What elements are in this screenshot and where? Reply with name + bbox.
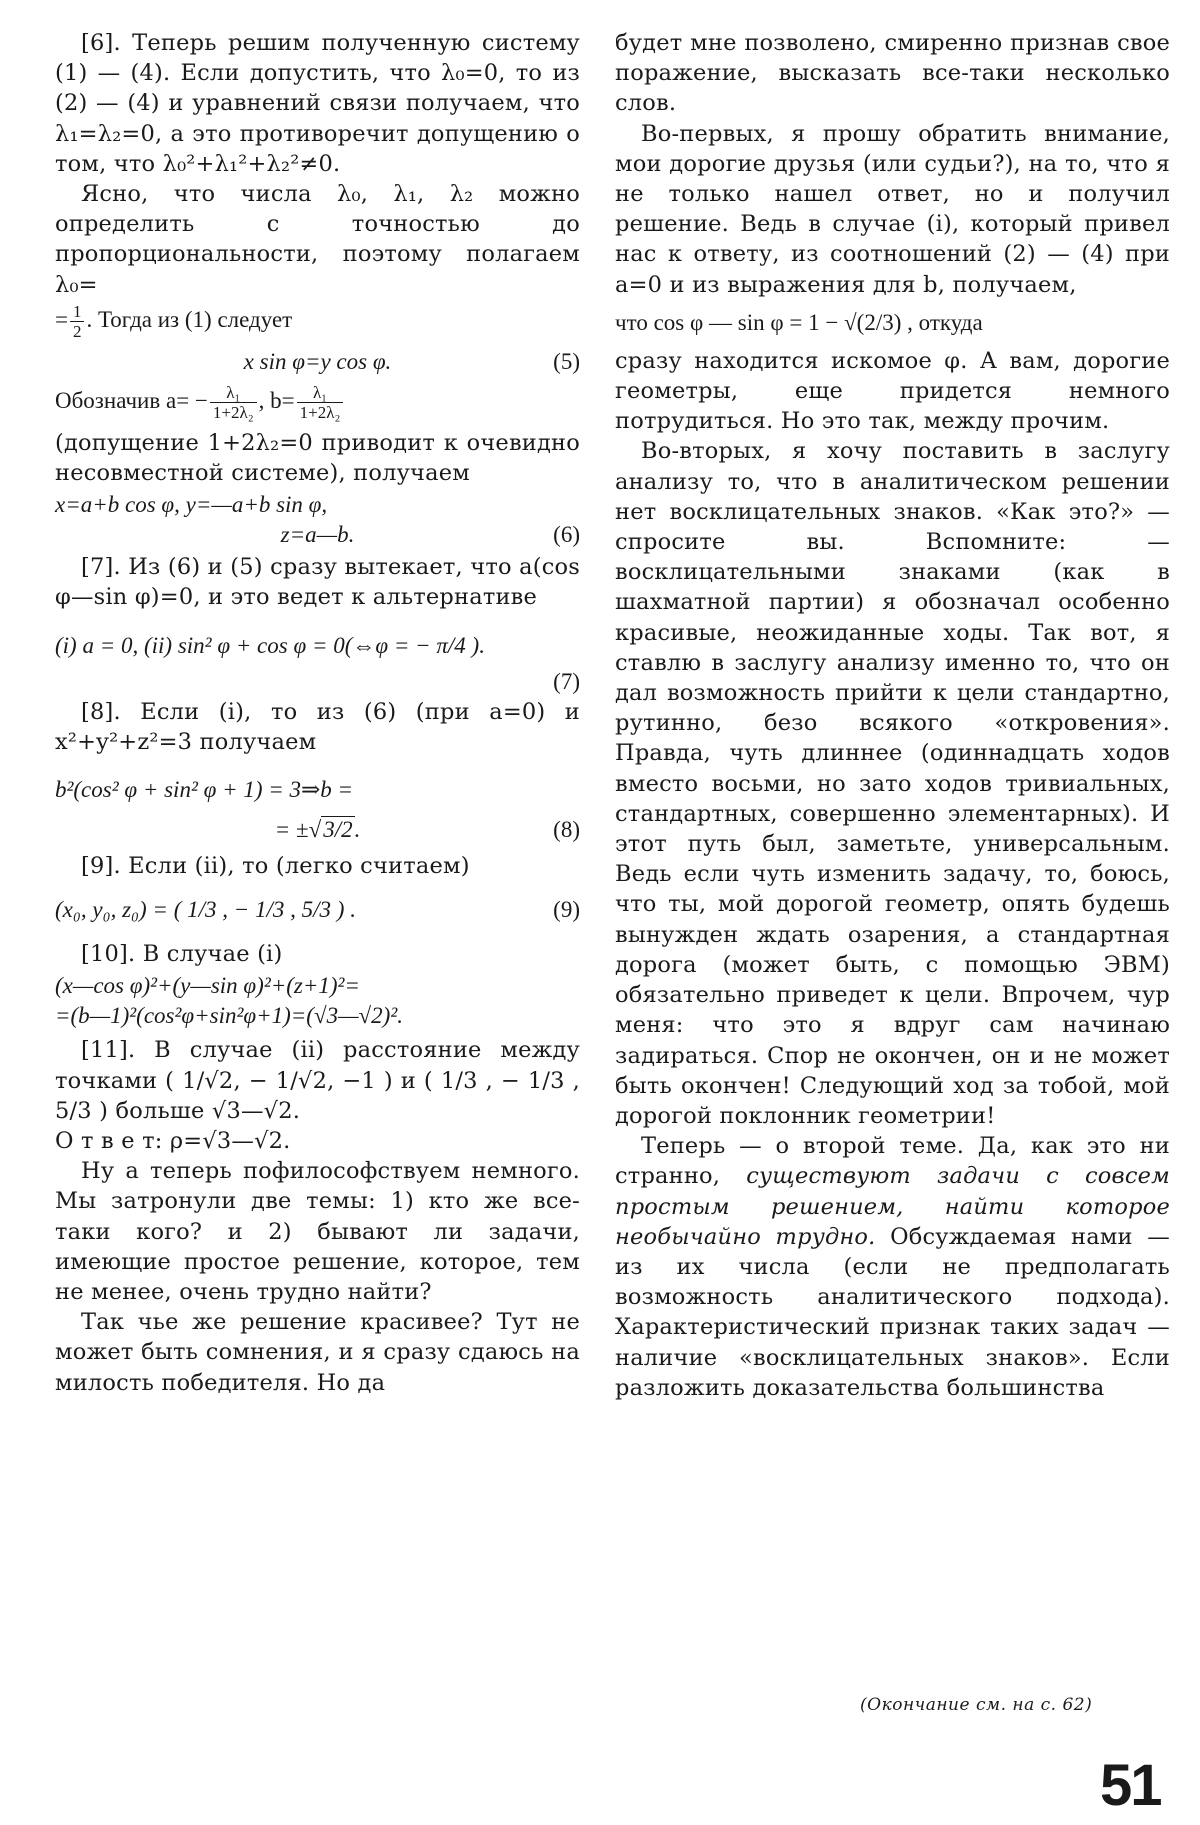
paragraph-second-theme: Теперь — о второй теме. Да, как это ни странно, существуют задачи с совсем простым решением, найти которое необычайно трудно. Обсуждаемая нами — из их числа (если не предполагать возможность аналитического подхода). Характеристический признак таких задач — наличие «восклицательных знаков». Если разложить доказательства большинства	[615, 1133, 1171, 1401]
answer-line: О т в е т: ρ=√3—√2.	[55, 1128, 291, 1155]
equation-6b: z=a—b. (6)	[280, 522, 580, 548]
equation-10a: (x—cos φ)²+(y—sin φ)²+(z+1)²=	[55, 973, 360, 999]
paragraph-whose-solution: Так чье же решение красивее? Тут не может быть сомнения, и я сразу сдаюсь на милость победителя. Но да	[55, 1309, 580, 1396]
equation-cos-sin: что cos φ — sin φ = 1 − √(2/3) , откуда	[615, 309, 983, 335]
paragraph-step-10: [10]. В случае (i)	[81, 941, 283, 968]
left-column	[55, 28, 580, 1398]
equation-7-number: (7)	[553, 668, 580, 694]
equation-5: x sin φ=y cos φ. (5)	[243, 348, 580, 374]
continuation-note: (Окончание см. на с. 62)	[860, 1695, 1093, 1715]
italic-emphasis: существуют задачи с совсем простым решением, найти которое необычайно трудно.	[615, 1163, 1171, 1250]
paragraph-step-11: [11]. В случае (ii) расстояние между точками ( 1/√2, − 1/√2, −1 ) и ( 1/3 , − 1/3 , 5/3 ) больше √3—√2.	[55, 1037, 580, 1124]
paragraph-first: Во-первых, я прошу обратить внимание, мои дорогие друзья (или судьи?), на то, что я не только нашел ответ, но и получил решение. Ведь в случае (i), который привел нас к ответу, из соотношений (2) — (4) при a=0 и из выражения для b, получаем,	[615, 120, 1170, 298]
right-column	[615, 28, 1170, 1403]
paragraph-step-8: [8]. Если (i), то из (6) (при a=0) и x²+y²+z²=3 получаем	[55, 698, 580, 755]
page-number: 51	[1100, 1753, 1161, 1818]
equation-8b: = ±√3/2. (8)	[274, 817, 580, 843]
paragraph-phi: сразу находится искомое φ. А вам, дорогие геометры, еще придется немного потрудиться. Но это так, между прочим.	[615, 347, 1170, 435]
paragraph-step-7: [7]. Из (6) и (5) сразу вытекает, что a(cos φ—sin φ)=0, и это ведет к альтернативе	[55, 554, 580, 611]
paragraph-continuation: будет мне позволено, смиренно признав свое поражение, высказать все-таки несколько слов.	[615, 30, 1170, 117]
half-line: = $\frac{1}{2}$ . Тогда из (1) следует	[55, 301, 293, 341]
paragraph-second: Во-вторых, я хочу поставить в заслугу анализу то, что в аналитическом решении нет восклицательных знаков. «Как это?» — спросите вы. Вспомните: — восклицательными знаками (как в шахматной партии) я обозначал особенно красивые, неожиданные ходы. Так вот, я ставлю в заслугу анализу именно то, что он дал возможность прийти к цели стандартно, рутинно, безо всякого «откровения». Правда, чуть длиннее (одиннадцать ходов вместо восьми, но зато ходов тривиальных, стандартных, совершенно элементарных). И этот путь был, заметьте, универсальным. Ведь если чуть изменить задачу, то, боюсь, что ты, мой дорогой геометр, опять будешь вынужден ждать озарения, а стандартная дорога (может быть, с помощью ЭВМ) обязательно приведет к цели. Впрочем, чур меня: что это я вдруг сам начинаю задираться. Спор не окончен, он и не может быть окончен! Следующий ход за тобой, мой дорогой поклонник геометрии!	[615, 438, 1170, 1129]
equation-6a: x=a+b cos φ, y=—a+b sin φ,	[55, 492, 328, 518]
paragraph-proportionality: Ясно, что числа λ₀, λ₁, λ₂ можно определить с точностью до пропорциональности, поэтому полагаем λ₀=	[55, 181, 580, 298]
equation-7: (i) a = 0, (ii) sin² φ + cos φ = 0(⇔φ = − π/4 ).	[55, 632, 485, 658]
paragraph-assumption: (допущение 1+2λ₂=0 приводит к очевидно несовместной системе), получаем	[55, 429, 580, 487]
equation-9: (x₀, y₀, z₀) = ( 1/3 , − 1/3 , 5/3 ) . (9)	[55, 897, 580, 923]
paragraph-step-9: [9]. Если (ii), то (легко считаем)	[81, 853, 470, 880]
paragraph-step-6: [6]. Теперь решим полученную систему (1) — (4). Если допустить, что λ₀=0, то из (2) — (4) и уравнений связи получаем, что λ₁=λ₂=0, а это противоречит допущению о том, что λ₀²+λ₁²+λ₂²≠0.	[55, 30, 580, 177]
paragraph-philosophy: Ну а теперь пофилософствуем немного. Мы затронули две темы: 1) кто же все-таки кого? и 2) бывают ли задачи, имеющие простое решение, которое, тем не менее, очень трудно найти?	[55, 1158, 580, 1306]
fraction-half: $\frac{1}{2}$	[70, 302, 85, 341]
notation-line: Обозначив a= − $\frac{\text{λ₁}}{\text{1+2λ₂}}$ , b= $\frac{\text{λ₁}}{\text{1+2λ₂}}$	[55, 383, 580, 422]
equation-8a: b²(cos² φ + sin² φ + 1) = 3⇒b =	[55, 777, 354, 803]
equation-10b: =(b—1)²(cos²φ+sin²φ+1)=(√3—√2)².	[55, 1003, 403, 1029]
